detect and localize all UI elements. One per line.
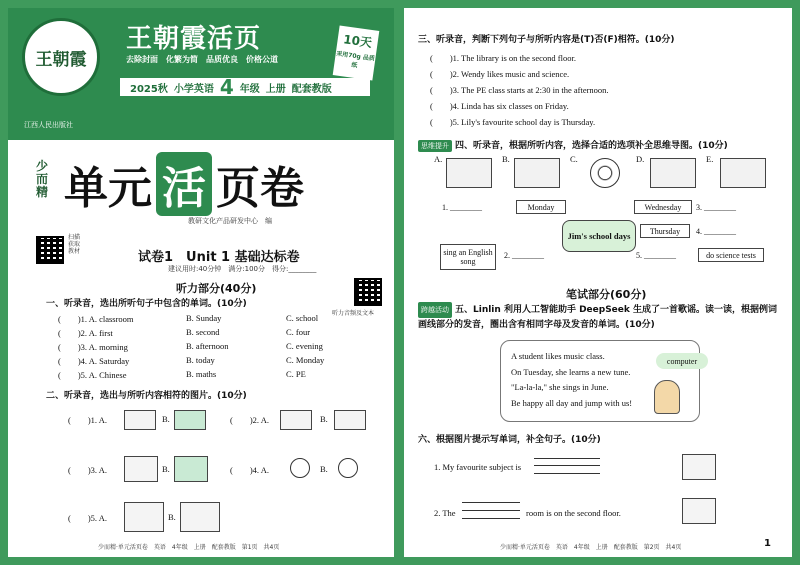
term: 上册 [265, 83, 286, 95]
fill-line[interactable] [534, 458, 600, 459]
students-picture [174, 456, 208, 482]
logo-text: 王朝霞 [35, 49, 87, 70]
blank-3[interactable]: 3. ________ [696, 200, 762, 214]
q3-row[interactable]: ( )1. The library is on the second floor. [430, 53, 576, 63]
science-picture [682, 454, 716, 480]
sentence-2-end: room is on the second floor. [526, 508, 621, 518]
quality-badge [333, 25, 380, 80]
badge-small: 采用70g 品质纸 [335, 50, 376, 70]
classroom-picture [124, 456, 158, 482]
q2-option-b: B. [320, 464, 328, 474]
season: 2025秋 [130, 83, 168, 95]
mindmap-center: Jim's school days [562, 220, 636, 252]
mindmap-box-monday: Monday [516, 200, 566, 214]
room-picture [124, 502, 164, 532]
example-word-bubble: computer [656, 353, 708, 369]
qr-label: 听力音频及文本 [332, 310, 375, 317]
grade-word: 年级 [239, 83, 260, 95]
mindmap-box-song: sing an English song [440, 244, 496, 270]
q2-option-b: B. [162, 414, 170, 424]
section-title: 听力部分(40分) [176, 282, 257, 295]
footer: 少而精·单元活页卷 英语 4年级 上册 配套教版 第2页 共4页 [500, 544, 682, 551]
publisher: 江西人民出版社 [24, 121, 73, 129]
q3-row[interactable]: ( )3. The PE class starts at 2:30 in the afternoon. [430, 85, 609, 95]
q1-row-c: C. school [286, 313, 319, 323]
fill-line[interactable] [462, 502, 520, 503]
q3-row[interactable]: ( )2. Wendy likes music and science. [430, 69, 570, 79]
question-prompt [418, 302, 780, 332]
hint-tag: 跨越活动 [418, 302, 452, 318]
qr-code-icon[interactable] [354, 278, 382, 306]
grade-bar [120, 75, 370, 99]
poem-line: A student likes music class. [511, 351, 605, 361]
q5-prompt-text: 五、Linlin 利用人工智能助手 DeepSeek 生成了一首歌谣。读一读，根据例词画线部分的发音，圈出含有相同字母及发音的单词。(10分) [418, 305, 778, 330]
calendar-picture [280, 410, 312, 430]
q2-item-label: ( )3. A. [68, 465, 107, 475]
cover-header [8, 8, 394, 140]
fill-line[interactable] [534, 465, 600, 466]
q1-row-a[interactable]: ( )2. A. first [58, 328, 113, 338]
q1-row-b: B. Sunday [186, 313, 222, 323]
badge-big: 10天 [342, 32, 373, 51]
blank-5[interactable]: 5. ________ [636, 248, 696, 262]
slogan: 品质优良 [206, 55, 238, 64]
option-label: A. [434, 154, 443, 164]
page-number: 1 [764, 538, 771, 549]
headline-small: 少而精 [36, 159, 49, 199]
brand-logo [22, 18, 100, 96]
clock-icon [338, 458, 358, 478]
slogan: 化繁为简 [166, 55, 198, 64]
q2-item-label: ( )1. A. [68, 415, 107, 425]
girl-illustration [654, 380, 680, 414]
question-prompt: 一、听录音，选出所听句子中包含的单词。(10分) [46, 299, 247, 309]
library-picture [180, 502, 220, 532]
q1-row-a[interactable]: ( )5. A. Chinese [58, 370, 127, 380]
question-prompt: 三、听录音，判断下列句子与所听内容是(T)否(F)相符。(10分) [418, 35, 675, 45]
q1-row-c: C. Monday [286, 355, 325, 365]
headline-main [64, 152, 304, 216]
fill-line[interactable] [462, 510, 520, 511]
q1-row-a[interactable]: ( )3. A. morning [58, 342, 128, 352]
subject: 小学英语 [173, 83, 214, 95]
slogan: 去除封面 [126, 55, 158, 64]
calendar-picture [650, 158, 696, 188]
q1-row-b: B. second [186, 327, 220, 337]
q1-row-b: B. maths [186, 369, 217, 379]
section-title: 笔试部分(60分) [566, 288, 647, 301]
question-prompt [418, 138, 728, 152]
q1-row-b: B. today [186, 355, 215, 365]
headline-part: 页卷 [216, 163, 304, 214]
test-meta: 建议用时:40分钟 满分:100分 得分:________ [168, 265, 317, 273]
q3-row[interactable]: ( )4. Linda has six classes on Friday. [430, 101, 569, 111]
left-page [8, 8, 394, 557]
q2-option-b: B. [320, 414, 328, 424]
q1-row-a[interactable]: ( )4. A. Saturday [58, 356, 130, 366]
poem-line: "La-la-la," she sings in June. [511, 382, 609, 392]
sentence-1: 1. My favourite subject is [434, 462, 522, 472]
q1-row-c: C. PE [286, 369, 306, 379]
qr-code-icon[interactable] [36, 236, 64, 264]
sentence-2-start: 2. The [434, 508, 456, 518]
slogans [126, 54, 278, 65]
slogan: 价格公道 [246, 55, 278, 64]
q4-prompt-text: 四、听录音，根据所听内容，选择合适的选项补全思维导图。(10分) [455, 141, 728, 151]
q2-option-b: B. [162, 464, 170, 474]
editor-credit: 教研文化产品研发中心 编 [188, 217, 272, 225]
question-prompt: 六、根据图片提示写单词，补全句子。(10分) [418, 435, 601, 445]
edition: 配套教版 [291, 83, 332, 95]
brand-title: 王朝霞活页 [126, 24, 262, 54]
computer-picture [720, 158, 766, 188]
headline-highlight: 活 [156, 152, 212, 216]
q3-row[interactable]: ( )5. Lily's favourite school day is Thursday. [430, 117, 596, 127]
option-label: D. [636, 154, 645, 164]
option-label: C. [570, 154, 578, 164]
poem-line: On Tuesday, she learns a new tune. [511, 366, 631, 377]
calendar-picture [124, 410, 156, 430]
football-icon [590, 158, 620, 188]
poem-line: Be happy all day and jump with us! [511, 397, 633, 408]
music-picture [514, 158, 560, 188]
computer-room-picture [682, 498, 716, 524]
headline-part: 单元 [64, 163, 152, 214]
calendar-picture [334, 410, 366, 430]
q2-item-label: ( )2. A. [230, 415, 269, 425]
grade-number: 4 [219, 75, 234, 99]
q1-row-a[interactable]: ( )1. A. classroom [58, 314, 134, 324]
blank-4[interactable]: 4. ________ [696, 224, 762, 238]
option-label: E. [706, 154, 714, 164]
mindmap-box-thursday: Thursday [640, 224, 690, 238]
q1-row-c: C. evening [286, 341, 323, 351]
fill-line[interactable] [534, 473, 600, 474]
hint-tag: 思维提升 [418, 140, 452, 152]
q1-row-b: B. afternoon [186, 341, 229, 351]
test-title: 试卷1 Unit 1 基础达标卷 [138, 250, 300, 265]
clock-icon [290, 458, 310, 478]
qr-label: 扫描获取教材 [68, 234, 81, 255]
classroom-picture [174, 410, 206, 430]
q2-option-b: B. [168, 512, 176, 522]
q2-item-label: ( )4. A. [230, 465, 269, 475]
footer: 少而精·单元活页卷 英语 4年级 上册 配套教版 第1页 共4页 [98, 544, 280, 551]
mindmap-box-science: do science tests [698, 248, 764, 262]
question-prompt: 二、听录音，选出与所听内容相符的图片。(10分) [46, 391, 247, 401]
fill-line[interactable] [462, 518, 520, 519]
q2-item-label: ( )5. A. [68, 513, 107, 523]
q1-row-c: C. four [286, 327, 311, 337]
blank-1[interactable]: 1. ________ [442, 200, 508, 214]
headline [8, 140, 394, 240]
option-label: B. [502, 154, 510, 164]
mindmap-box-wednesday: Wednesday [634, 200, 692, 214]
calendar-picture [446, 158, 492, 188]
blank-2[interactable]: 2. ________ [504, 248, 562, 262]
right-page [404, 8, 792, 557]
